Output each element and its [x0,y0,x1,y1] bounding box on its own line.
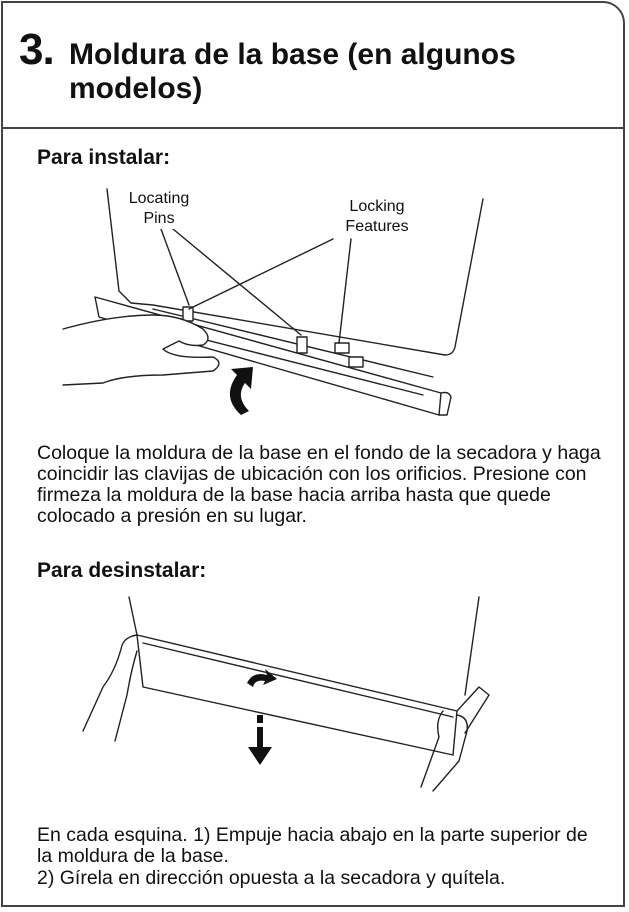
section-header [3,3,623,129]
section-title: Moldura de la base (en algunos modelos) [69,38,516,105]
uninstall-instructions-1: En cada esquina. 1) Empuje hacia abajo en la parte superior de la moldura de la base. [37,824,588,867]
install-heading: Para instalar: [37,146,171,169]
uninstall-instructions-2: 2) Gírela en dirección opuesta a la secadora y quítela. [37,867,506,889]
uninstall-illustration [3,591,623,811]
push-down-arrow-icon [248,715,272,765]
hand-icon [63,315,219,385]
curved-arrow-up-icon [230,367,253,415]
step-number: 3. [19,25,54,74]
instruction-card [1,1,625,907]
label-locating-pins: Locating Pins [119,189,199,229]
install-illustration [3,179,623,441]
install-instructions: Coloque la moldura de la base en el fondo de la secadora y haga coincidir las clavijas de ubicación con los orificios. Presione con firmeza la moldura de la base hacia arriba hasta que quede colocado a presión en su lugar. [37,442,601,527]
label-locking-features: Locking Features [333,197,421,237]
uninstall-heading: Para desinstalar: [37,559,207,582]
